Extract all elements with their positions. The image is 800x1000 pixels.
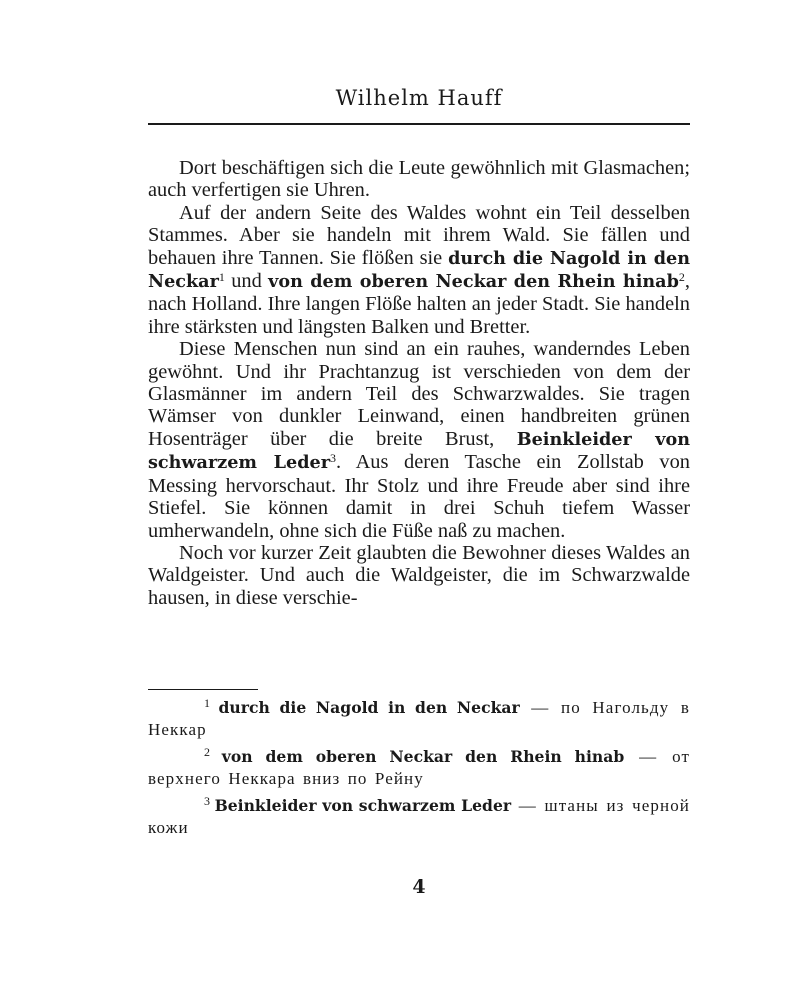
glossed-term-2: von dem oberen Neckar den Rhein hinab — [268, 271, 679, 293]
footnote-1 — [148, 697, 690, 740]
footnote-2 — [148, 746, 690, 789]
paragraph-1 — [148, 157, 690, 202]
footnote-translation: — по Нагольду в Неккар — [148, 698, 690, 739]
paragraph-3-text-c: . Aus deren Tasche ein Zollstab von Messing hervorschaut. Ihr Stolz und ihre Freude aber sind ihre Stiefel. Sie können damit in drei Schuh tiefem Wasser umherwandeln, ohne sich die Füße naß zu machen. — [148, 451, 691, 542]
footnote-translation: — от верхнего Неккара вниз по Рейну — [148, 747, 690, 788]
paragraph-3 — [148, 338, 690, 542]
body-text — [148, 157, 690, 609]
footnotes — [148, 697, 690, 844]
running-head: Wilhelm Hauff — [335, 86, 503, 110]
footnote-ref-3: 3 — [330, 451, 336, 466]
footnote-number: 1 — [204, 696, 210, 710]
paragraph-2 — [148, 202, 690, 338]
paragraph-2-text-c: und — [224, 270, 269, 293]
footnote-ref-2: 2 — [678, 270, 685, 285]
paragraph-2-text-a: Auf der andern Seite des Waldes wohnt ein Teil desselben Stammes. Aber sie handeln mit ihrem Wald. Sie fällen und behauen ihre Tannen. Sie flößen sie — [148, 201, 690, 269]
paragraph-3-text-a: Diese Menschen nun sind an ein rauhes, wanderndes Leben gewöhnt. Und ihr Prachtanzug ist verschieden von dem der Glasmänner im andern Teil des Schwarzwaldes. Sie tragen Wämser von dunkler Leinwand, einen handbreiten grünen Hosenträger über die breite Brust, — [148, 338, 690, 450]
paragraph-1-text: Dort beschäftigen sich die Leute gewöhnlich mit Glasmachen; auch verfertigen sie Uhren. — [148, 157, 690, 202]
glossed-term-3: Beinkleider von schwarzem Leder — [148, 428, 690, 474]
glossed-term-1: durch die Nagold in den Neckar — [148, 247, 690, 293]
paragraph-4 — [148, 542, 690, 609]
footnote-number: 2 — [204, 745, 210, 759]
footnote-term: Beinkleider von schwarzem Leder — [214, 796, 512, 815]
footnote-number: 3 — [204, 794, 210, 808]
footnote-3 — [148, 795, 690, 838]
header-rule — [148, 123, 690, 125]
footnote-ref-1: 1 — [218, 270, 225, 285]
footnote-rule — [148, 689, 258, 690]
footnote-term: von dem oberen Neckar den Rhein hinab — [221, 747, 625, 766]
footnote-term: durch die Nagold in den Neckar — [218, 698, 520, 717]
page-number: 4 — [412, 876, 426, 898]
footnote-translation: — штаны из черной кожи — [148, 796, 691, 837]
paragraph-2-text-d: , nach Holland. Ihre langen Flöße halten an jeder Stadt. Sie handeln ihre stärksten und längsten Balken und Bretter. — [148, 270, 690, 338]
book-page — [148, 0, 690, 1000]
paragraph-4-text: Noch vor kurzer Zeit glaubten die Bewohner dieses Waldes an Waldgeister. Und auch die Waldgeister, die im Schwarzwalde hausen, in diese verschie- — [148, 541, 690, 609]
